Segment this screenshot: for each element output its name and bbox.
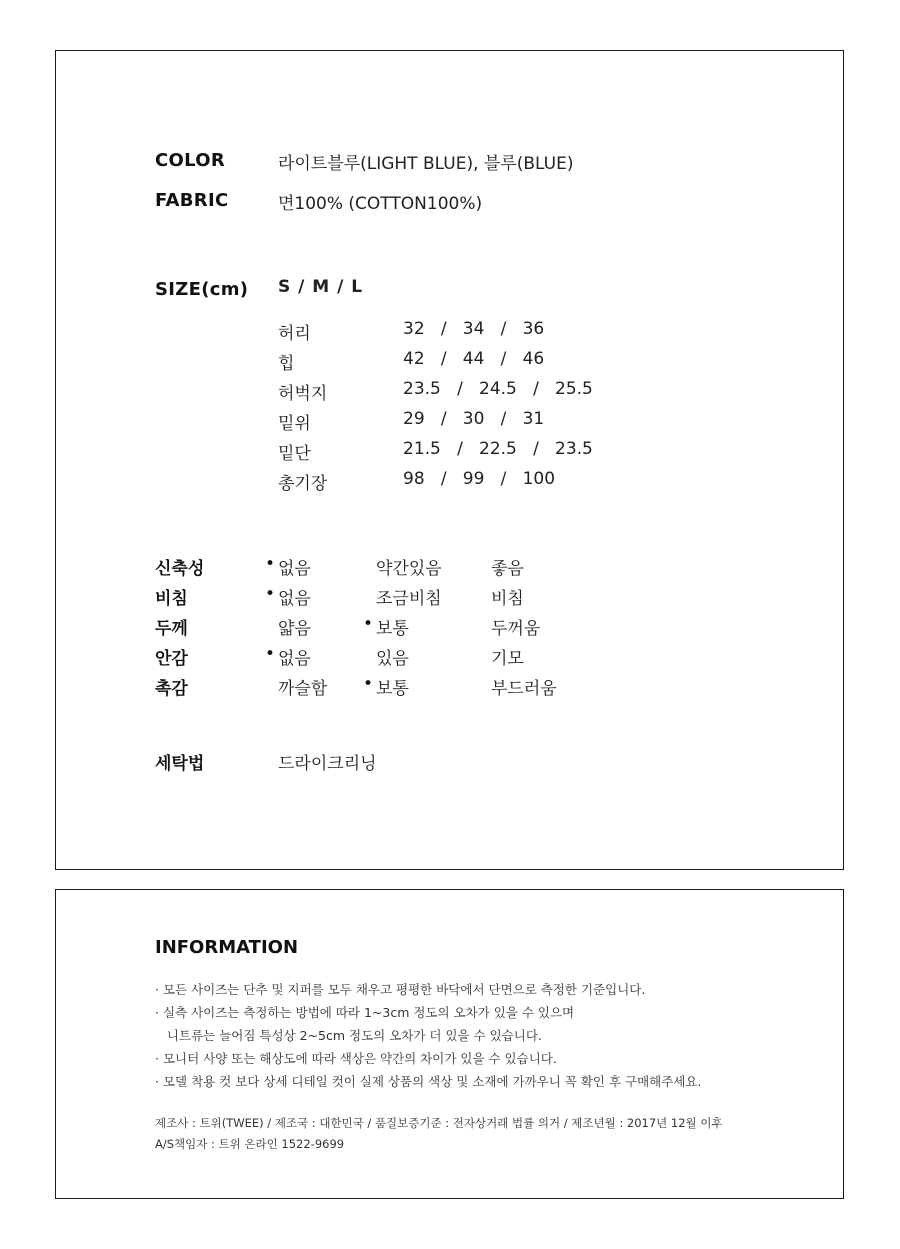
property-option-selected: • 보통 <box>376 614 409 639</box>
size-row-values: 29 / 30 / 31 <box>403 409 545 429</box>
property-option-selected: • 없음 <box>278 554 311 579</box>
info-line: 니트류는 늘어짐 특성상 2~5cm 정도의 오차가 더 있을 수 있습니다. <box>155 1028 542 1043</box>
info-line: · 실측 사이즈는 측정하는 방법에 따라 1~3cm 정도의 오차가 있을 수 있으며 <box>155 1005 575 1020</box>
property-option: 있음 <box>376 649 409 669</box>
info-line: · 모니터 사양 또는 해상도에 따라 색상은 약간의 차이가 있을 수 있습니다. <box>155 1051 557 1066</box>
fabric-label: FABRIC <box>155 190 229 211</box>
info-line: · 모델 착용 컷 보다 상세 디테일 컷이 실제 상품의 색상 및 소재에 가까우니 꼭 확인 후 구매해주세요. <box>155 1074 702 1089</box>
size-row-values: 98 / 99 / 100 <box>403 469 556 489</box>
property-option: 조금비침 <box>376 589 442 609</box>
manufacturer-info: 제조사 : 트위(TWEE) / 제조국 : 대한민국 / 품질보증기준 : 전자상거래 법률 의거 / 제조년월 : 2017년 12월 이후 <box>155 1116 723 1130</box>
fabric-value: 면100% (COTTON100%) <box>278 194 483 214</box>
property-option: 비침 <box>491 589 524 609</box>
property-option-selected: • 없음 <box>278 584 311 609</box>
wash-label: 세탁법 <box>155 754 205 774</box>
property-label: 신축성 <box>155 559 205 579</box>
color-label: COLOR <box>155 150 226 171</box>
information-title: INFORMATION <box>155 937 299 958</box>
size-row-name: 총기장 <box>278 474 328 494</box>
size-value: S / M / L <box>278 277 364 297</box>
size-row-values: 23.5 / 24.5 / 25.5 <box>403 379 593 399</box>
size-row-values: 32 / 34 / 36 <box>403 319 545 339</box>
product-spec-panel <box>55 50 844 870</box>
property-option: 얇음 <box>278 619 311 639</box>
color-value: 라이트블루(LIGHT BLUE), 블루(BLUE) <box>278 154 574 174</box>
property-option: 좋음 <box>491 559 524 579</box>
property-option-selected: • 없음 <box>278 644 311 669</box>
property-option: 약간있음 <box>376 559 442 579</box>
information-panel <box>55 889 844 1199</box>
size-row-values: 21.5 / 22.5 / 23.5 <box>403 439 593 459</box>
size-row-values: 42 / 44 / 46 <box>403 349 545 369</box>
property-option-selected: • 보통 <box>376 674 409 699</box>
size-row-name: 허벅지 <box>278 384 328 404</box>
size-row-name: 힙 <box>278 354 295 374</box>
as-contact-info: A/S책임자 : 트위 온라인 1522-9699 <box>155 1137 345 1151</box>
property-option: 까슬함 <box>278 679 328 699</box>
property-option: 두꺼움 <box>491 619 541 639</box>
size-row-name: 밑단 <box>278 444 311 464</box>
info-line: · 모든 사이즈는 단추 및 지퍼를 모두 채우고 평평한 바닥에서 단면으로 측정한 기준입니다. <box>155 982 646 997</box>
wash-value: 드라이크리닝 <box>278 754 377 774</box>
property-label: 안감 <box>155 649 188 669</box>
size-row-name: 밑위 <box>278 414 311 434</box>
property-option: 부드러움 <box>491 679 557 699</box>
property-label: 두께 <box>155 619 188 639</box>
property-label: 비침 <box>155 589 188 609</box>
size-row-name: 허리 <box>278 324 311 344</box>
property-label: 촉감 <box>155 679 188 699</box>
size-label: SIZE(cm) <box>155 279 249 300</box>
property-option: 기모 <box>491 649 524 669</box>
